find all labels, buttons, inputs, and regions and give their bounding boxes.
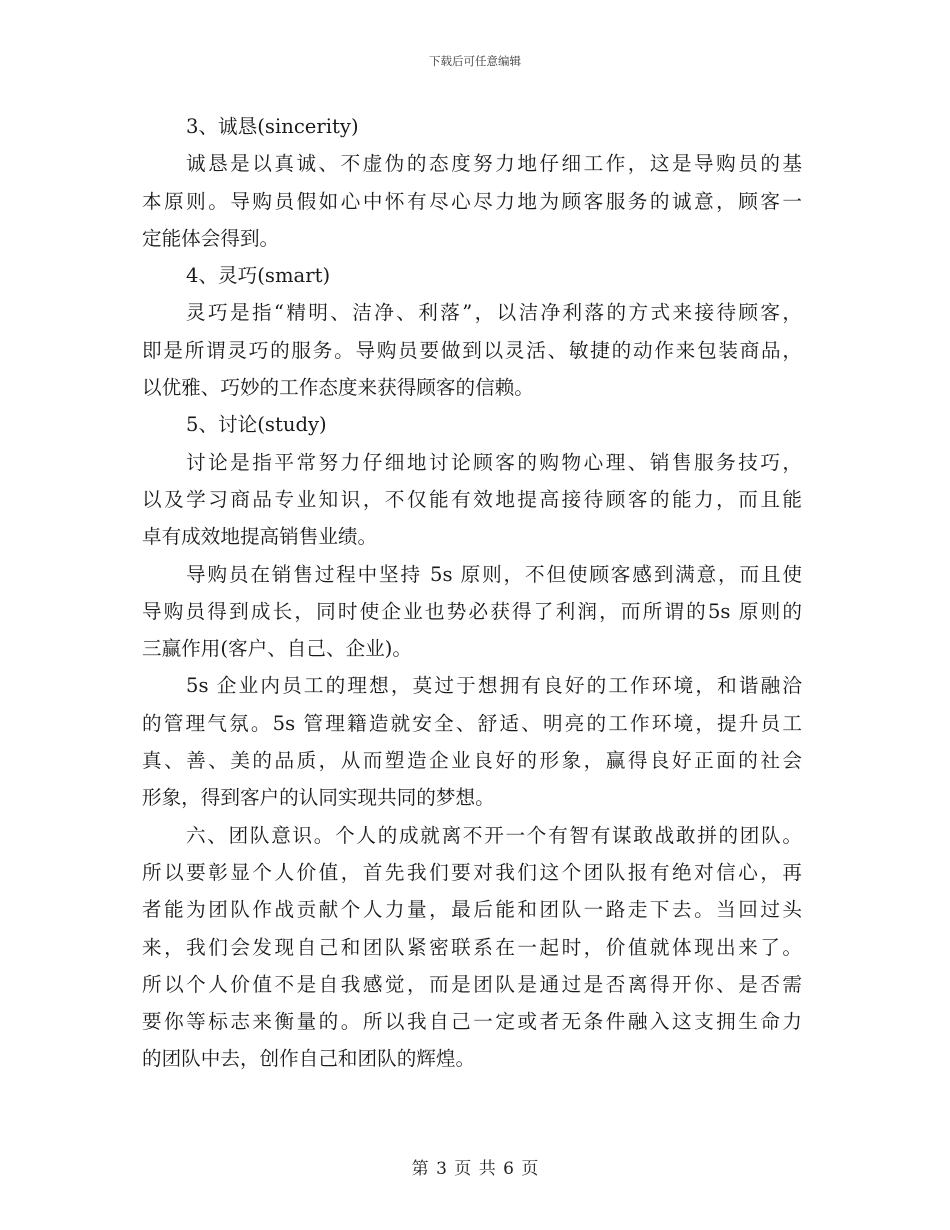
text-line: 三赢作用(客户、自己、企业)。 [142,637,413,661]
text-line: 4、灵巧(smart) [186,264,331,288]
paragraph [142,145,802,257]
text-line: 真、善、美的品质，从而塑造企业良好的形象，赢得良好正面的社会 [142,749,802,773]
text-line: 5s 企业内员工的理想，莫过于想拥有良好的工作环境，和谐融洽 [186,674,802,698]
text-line: 即是所谓灵巧的服务。导购员要做到以灵活、敏捷的动作来包装商品， [142,338,802,362]
paragraph [142,294,802,406]
text-line: 卓有成效地提高销售业绩。 [142,525,378,549]
text-line: 要你等标志来衡量的。所以我自己一定或者无条件融入这支拥生命力 [142,1010,802,1034]
paragraph [142,667,802,816]
text-line: 所以要彰显个人价值，首先我们要对我们这个团队报有绝对信心，再 [142,860,802,884]
text-line: 以优雅、巧妙的工作态度来获得顾客的信赖。 [142,376,534,400]
text-line: 灵巧是指“精明、洁净、利落”，以洁净利落的方式来接待顾客， [186,301,802,325]
text-line: 5、讨论(study) [186,413,327,437]
text-line: 讨论是指平常努力仔细地讨论顾客的购物心理、销售服务技巧， [186,450,802,474]
text-line: 定能体会得到。 [142,226,280,250]
text-line: 以及学习商品专业知识，不仅能有效地提高接待顾客的能力，而且能 [142,487,802,511]
heading-study [142,406,802,443]
text-line: 3、诚恳(sincerity) [186,115,359,138]
text-line: 者能为团队作战贡献个人力量，最后能和团队一路走下去。当回过头 [142,898,802,922]
text-line: 六、团队意识。个人的成就离不开一个有智有谋敢战敢拼的团队。 [186,823,802,847]
text-line: 诚恳是以真诚、不虚伪的态度努力地仔细工作，这是导购员的基 [186,152,802,176]
heading-smart [142,257,802,294]
text-line: 的管理气氛。5s 管理籍造就安全、舒适、明亮的工作环境，提升员工 [142,711,802,735]
paragraph [142,556,802,668]
paragraph [142,444,802,556]
text-line: 本原则。导购员假如心中怀有尽心尽力地为顾客服务的诚意，顾客一 [142,189,802,213]
heading-sincerity [142,108,802,145]
text-line: 导购员在销售过程中坚持 5s 原则，不但使顾客感到满意，而且使 [186,562,802,586]
page-header: 下载后可任意编辑 [429,54,521,68]
text-line: 的团队中去，创作自己和团队的辉煌。 [142,1047,476,1071]
document-body [142,108,802,1078]
text-line: 形象，得到客户的认同实现共同的梦想。 [142,786,495,810]
text-line: 来，我们会发现自己和团队紧密联系在一起时，价值就体现出来了。 [142,935,802,959]
page-number: 第 3 页 共 6 页 [411,1159,539,1179]
paragraph [142,817,802,1078]
text-line: 所以个人价值不是自我感觉，而是团队是通过是否离得开你、是否需 [142,972,802,996]
text-line: 导购员得到成长，同时使企业也势必获得了利润，而所谓的5s 原则的 [142,599,802,623]
